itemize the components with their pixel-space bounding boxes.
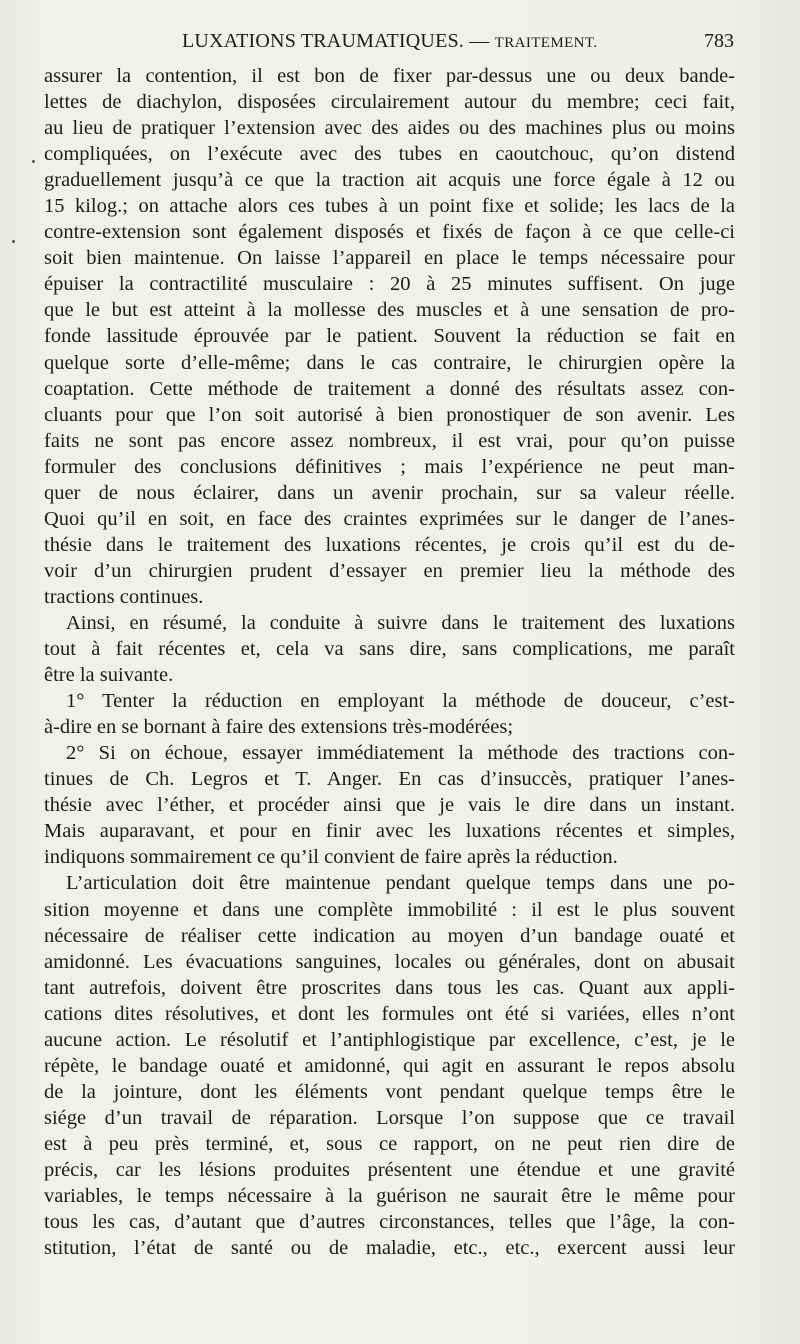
text-line: 2° Si on échoue, essayer immédiatement la méthode des tractions con- bbox=[66, 742, 735, 765]
text-line: formuler des conclusions définitives ; mais l’expérience ne peut man- bbox=[44, 455, 735, 478]
text-line: précis, car les lésions produites présentent une étendue et une gravité bbox=[44, 1158, 735, 1181]
text-line: nécessaire de réaliser cette indication au moyen d’un bandage ouaté et bbox=[44, 924, 735, 947]
text-line: faits ne sont pas encore assez nombreux, il est vrai, pour qu’on puisse bbox=[44, 429, 735, 452]
text-line: de la jointure, dont les éléments vont pendant quelque temps être le bbox=[44, 1080, 735, 1103]
text-line: quer de nous éclairer, dans un avenir prochain, sur sa valeur réelle. bbox=[44, 481, 735, 504]
text-line: assurer la contention, il est bon de fixer par-dessus une ou deux bande- bbox=[44, 65, 735, 87]
body-text bbox=[44, 63, 735, 1261]
text-line: répète, le bandage ouaté et amidonné, qui agit en assurant le repos absolu bbox=[44, 1054, 735, 1077]
text-line: soit bien maintenue. On laisse l’appareil en place le temps nécessaire pour bbox=[44, 247, 735, 270]
text-line: est à peu près terminé, et, sous ce rapport, on ne peut rien dire de bbox=[44, 1132, 735, 1155]
text-line: variables, le temps nécessaire à la guérison ne saurait être le même pour bbox=[44, 1185, 735, 1208]
text-line: que le but est atteint à la mollesse des muscles et à une sensation de pro- bbox=[44, 299, 735, 322]
text-line: tinues de Ch. Legros et T. Anger. En cas d’insuccès, pratiquer l’anes- bbox=[44, 768, 735, 791]
text-line: être la suivante. bbox=[44, 664, 174, 687]
text-line: 15 kilog.; on attache alors ces tubes à un point fixe et solide; les lacs de la bbox=[44, 195, 735, 218]
text-line: compliquées, on l’exécute avec des tubes en caoutchouc, qu’on distend bbox=[44, 143, 735, 166]
text-line: 1° Tenter la réduction en employant la méthode de douceur, c’est- bbox=[66, 690, 735, 713]
page-number: 783 bbox=[704, 30, 734, 52]
page-header bbox=[42, 26, 736, 58]
text-line: Quoi qu’il en soit, en face des craintes exprimées sur le danger de l’anes- bbox=[44, 507, 735, 530]
text-line: amidonné. Les évacuations sanguines, locales ou générales, dont on abusait bbox=[44, 950, 735, 973]
text-line: contre-extension sont également disposés et fixés de façon à ce que celle-ci bbox=[44, 221, 735, 244]
text-line: cluants pour que l’on soit autorisé à bien pronostiquer de son avenir. Les bbox=[44, 403, 735, 426]
text-line: siége d’un travail de réparation. Lorsque l’on suppose que ce travail bbox=[44, 1106, 735, 1129]
text-line: lettes de diachylon, disposées circulairement autour du membre; ceci fait, bbox=[44, 91, 735, 114]
running-title bbox=[182, 30, 597, 53]
text-line: Mais auparavant, et pour en finir avec les luxations récentes et simples, bbox=[44, 820, 735, 843]
text-line: L’articulation doit être maintenue pendant quelque temps dans une po- bbox=[66, 872, 735, 895]
text-line: cations dites résolutives, et dont les formules ont été si variées, elles n’ont bbox=[44, 1002, 735, 1025]
text-line: sition moyenne et dans une complète immobilité : il est le plus souvent bbox=[44, 898, 735, 921]
running-title-section: TRAITEMENT. bbox=[494, 35, 598, 51]
text-line: tractions continues. bbox=[44, 585, 204, 608]
text-line: graduellement jusqu’à ce que la traction ait acquis une force égale à 12 ou bbox=[44, 169, 735, 192]
text-line: tous les cas, d’autant que d’autres circonstances, telles que l’âge, la con- bbox=[44, 1211, 735, 1234]
text-line: quelque sorte d’elle-même; dans le cas contraire, le chirurgien opère la bbox=[44, 351, 735, 374]
running-title-main: LUXATIONS TRAUMATIQUES. — bbox=[182, 30, 490, 52]
text-line: tout à fait récentes et, cela va sans dire, sans complications, me paraît bbox=[44, 638, 735, 661]
text-line: stitution, l’état de santé ou de maladie, etc., etc., exercent aussi leur bbox=[44, 1237, 735, 1260]
text-line: fonde lassitude éprouvée par le patient. Souvent la réduction se fait en bbox=[44, 325, 735, 348]
text-line: aucune action. Le résolutif et l’antiphlogistique par excellence, c’est, je le bbox=[44, 1028, 735, 1051]
text-line: thésie avec l’éther, et procéder ainsi que je vais le dire dans un instant. bbox=[44, 794, 735, 817]
margin-speck bbox=[12, 240, 15, 243]
text-line: au lieu de pratiquer l’extension avec des aides ou des machines plus ou moins bbox=[44, 117, 735, 140]
text-line: voir d’un chirurgien prudent d’essayer en premier lieu la méthode des bbox=[44, 559, 735, 582]
text-line: indiquons sommairement ce qu’il convient de faire après la réduction. bbox=[44, 846, 618, 869]
text-line: thésie dans le traitement des luxations récentes, je crois qu’il est du de- bbox=[44, 533, 735, 556]
text-line: tant autrefois, doivent être proscrites dans tous les cas. Quant aux appli- bbox=[44, 976, 735, 999]
text-line: coaptation. Cette méthode de traitement a donné des résultats assez con- bbox=[44, 377, 735, 400]
text-line: à-dire en se bornant à faire des extensions très-modérées; bbox=[44, 716, 514, 739]
margin-speck bbox=[32, 160, 35, 163]
text-line: Ainsi, en résumé, la conduite à suivre dans le traitement des luxations bbox=[66, 611, 735, 634]
text-line: épuiser la contractilité musculaire : 20 à 25 minutes suffisent. On juge bbox=[44, 273, 735, 296]
